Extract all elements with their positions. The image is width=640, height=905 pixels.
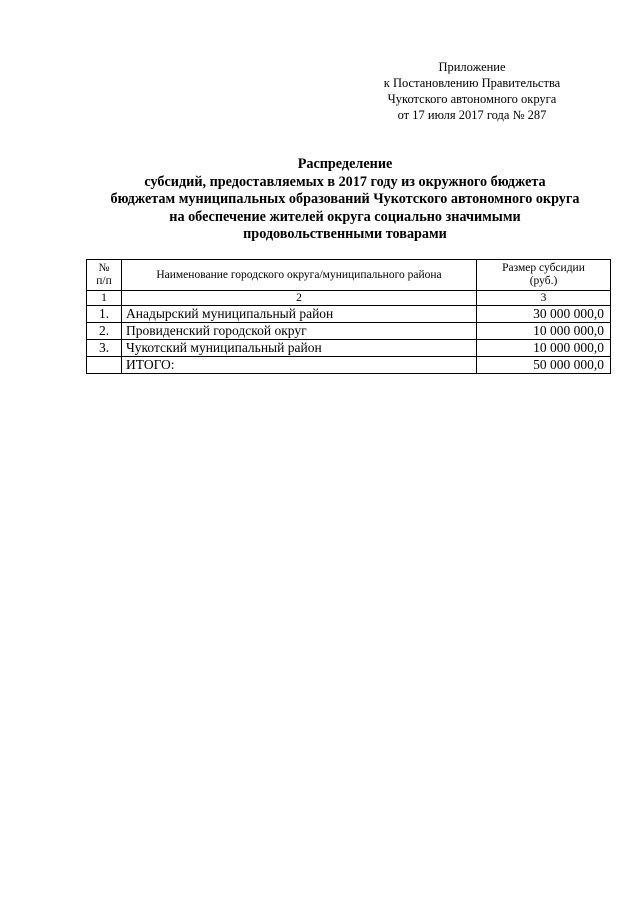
title-line: субсидий, предоставляемых в 2017 году из окружного бюджета <box>144 173 546 190</box>
row-number: 3. <box>87 340 122 357</box>
subsidy-table <box>86 259 611 374</box>
header-amount-cell <box>477 260 611 291</box>
total-amount: 50 000 000,0 <box>477 357 611 374</box>
column-number: 2 <box>122 291 477 306</box>
column-number: 1 <box>87 291 122 306</box>
document-title <box>80 156 610 244</box>
header-name-cell: Наименование городского округа/муниципального района <box>122 260 477 291</box>
table-row <box>87 323 611 340</box>
subsidy-amount: 10 000 000,0 <box>477 340 611 357</box>
appendix-line: Чукотского автономного округа <box>387 92 557 106</box>
total-row <box>87 357 611 374</box>
municipality-name: Чукотский муниципальный район <box>122 340 477 357</box>
total-label: ИТОГО: <box>122 357 477 374</box>
title-line: на обеспечение жителей округа социально значимыми <box>169 208 521 225</box>
header-amount-label: Размер субсидии <box>502 262 585 274</box>
title-line: бюджетам муниципальных образований Чукотского автономного округа <box>110 191 580 208</box>
title-line: продовольственными товарами <box>243 226 447 243</box>
header-number-symbol: № <box>98 262 110 274</box>
row-number: 2. <box>87 323 122 340</box>
subsidy-amount: 10 000 000,0 <box>477 323 611 340</box>
header-number-label: п/п <box>96 275 112 287</box>
header-number-cell <box>87 260 122 291</box>
column-number-row <box>87 291 611 306</box>
header-amount-unit: (руб.) <box>529 275 558 287</box>
appendix-line: Приложение <box>438 60 506 74</box>
table-header-row <box>87 260 611 291</box>
column-number: 3 <box>477 291 611 306</box>
appendix-block <box>372 59 572 123</box>
subsidy-amount: 30 000 000,0 <box>477 306 611 323</box>
table-row <box>87 306 611 323</box>
municipality-name: Провиденский городской округ <box>122 323 477 340</box>
municipality-name: Анадырский муниципальный район <box>122 306 477 323</box>
appendix-line: к Постановлению Правительства <box>383 76 561 90</box>
row-number: 1. <box>87 306 122 323</box>
appendix-date-line: от 17 июля 2017 года № 287 <box>397 108 547 122</box>
table-row <box>87 340 611 357</box>
title-line: Распределение <box>297 156 393 172</box>
total-number-cell <box>87 357 122 374</box>
